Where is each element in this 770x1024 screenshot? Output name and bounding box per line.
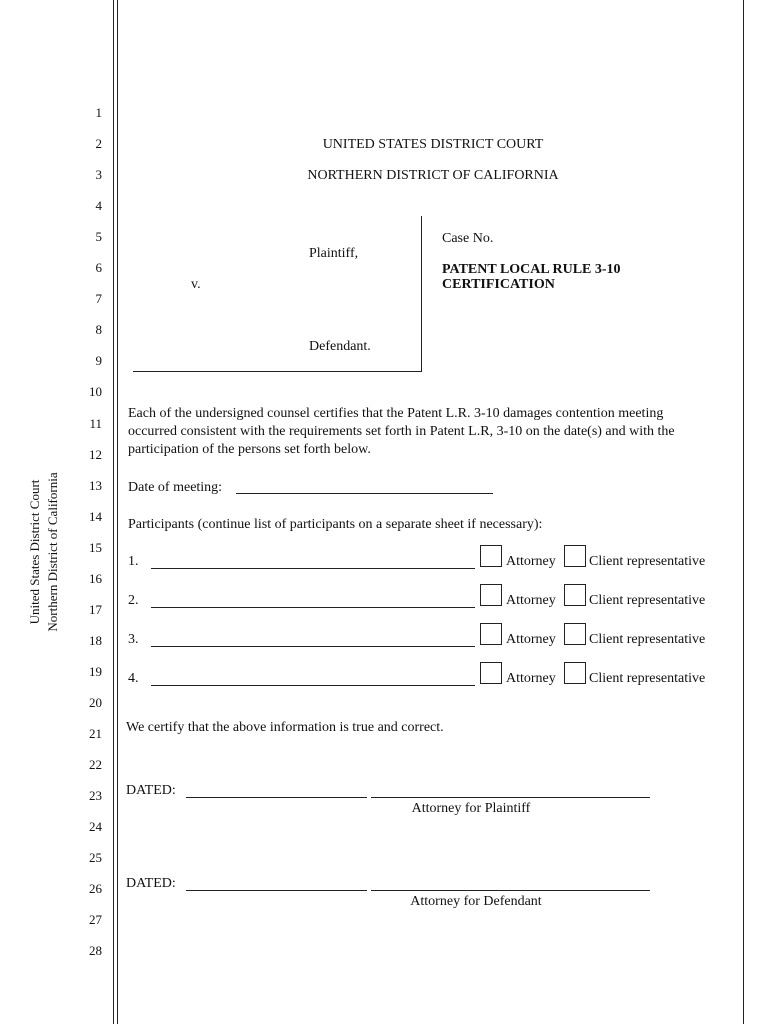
- participant-number: 2.: [128, 593, 139, 608]
- plaintiff-dated-label: DATED:: [126, 783, 176, 798]
- line-number: 1: [95, 105, 102, 120]
- attorney-checkbox-label: Attorney: [506, 671, 556, 686]
- attorney-checkbox[interactable]: [480, 662, 502, 684]
- line-number: 26: [89, 881, 102, 897]
- line-number: 5: [95, 229, 102, 245]
- participant-name-field[interactable]: [151, 646, 475, 647]
- line-number: 3: [95, 167, 102, 183]
- line-number: 23: [89, 788, 102, 804]
- defendant-label: Defendant.: [309, 339, 371, 354]
- versus-label: v.: [191, 277, 201, 292]
- line-number: 8: [95, 322, 102, 338]
- participant-number: 4.: [128, 671, 139, 686]
- certification-statement: We certify that the above information is true and correct.: [126, 720, 444, 735]
- left-margin-line-inner: [117, 0, 118, 1024]
- line-number: 15: [89, 539, 102, 555]
- intro-line-3: participation of the persons set forth below.: [128, 442, 371, 457]
- intro-line-2: occurred consistent with the requirements set forth in Patent L.R, 3-10 on the date(s) and with the: [128, 424, 675, 439]
- line-number: 13: [89, 477, 102, 493]
- defendant-attorney-label: Attorney for Defendant: [410, 894, 542, 909]
- client-representative-label: Client representative: [589, 554, 706, 569]
- client-representative-checkbox[interactable]: [564, 623, 586, 645]
- client-representative-checkbox[interactable]: [564, 584, 586, 606]
- line-number: 17: [89, 601, 102, 617]
- participant-number: 3.: [128, 632, 139, 647]
- plaintiff-label: Plaintiff,: [309, 246, 359, 261]
- intro-paragraph: [128, 405, 728, 459]
- line-number: 16: [89, 570, 102, 586]
- line-number: 18: [89, 632, 102, 648]
- line-number: 11: [89, 415, 102, 431]
- line-number: 9: [95, 353, 102, 369]
- defendant-date-field[interactable]: [186, 890, 367, 891]
- participant-name-field[interactable]: [151, 607, 475, 608]
- document-title-line-1: PATENT LOCAL RULE 3-10: [442, 262, 621, 277]
- client-representative-label: Client representative: [589, 671, 706, 686]
- attorney-checkbox[interactable]: [480, 545, 502, 567]
- intro-line-1: Each of the undersigned counsel certifies that the Patent L.R. 3-10 damages contention meeting: [128, 406, 664, 421]
- plaintiff-signature-field[interactable]: [371, 797, 650, 798]
- date-of-meeting-label: Date of meeting:: [128, 480, 223, 495]
- line-number: 10: [89, 384, 102, 400]
- district-name: NORTHERN DISTRICT OF CALIFORNIA: [307, 168, 559, 183]
- line-number: 7: [95, 291, 102, 307]
- court-name: UNITED STATES DISTRICT COURT: [322, 137, 544, 152]
- attorney-checkbox-label: Attorney: [506, 593, 556, 608]
- line-number: 4: [95, 198, 102, 214]
- defendant-signature-field[interactable]: [371, 890, 650, 891]
- sidebar-line-1: United States District Court: [27, 479, 42, 625]
- line-number: 19: [89, 663, 102, 679]
- line-number: 20: [89, 694, 102, 710]
- client-representative-checkbox[interactable]: [564, 545, 586, 567]
- defendant-dated-label: DATED:: [126, 876, 176, 891]
- attorney-checkbox-label: Attorney: [506, 632, 556, 647]
- line-number: 22: [89, 757, 102, 773]
- attorney-checkbox[interactable]: [480, 584, 502, 606]
- line-number: 28: [89, 943, 102, 959]
- line-number: 21: [89, 726, 102, 741]
- client-representative-label: Client representative: [589, 632, 706, 647]
- attorney-checkbox-label: Attorney: [506, 554, 556, 569]
- line-number: 14: [89, 508, 102, 524]
- left-margin-line-outer: [113, 0, 114, 1024]
- client-representative-checkbox[interactable]: [564, 662, 586, 684]
- document-title-line-2: CERTIFICATION: [442, 277, 555, 292]
- line-number: 12: [89, 446, 102, 462]
- line-number: 27: [89, 912, 102, 928]
- date-of-meeting-field[interactable]: [236, 493, 493, 494]
- plaintiff-attorney-label: Attorney for Plaintiff: [411, 801, 531, 816]
- caption-bottom-rule: [133, 371, 422, 372]
- caption-divider: [421, 216, 422, 372]
- plaintiff-date-field[interactable]: [186, 797, 367, 798]
- participants-label: Participants (continue list of participants on a separate sheet if necessary):: [128, 517, 543, 532]
- case-number-label: Case No.: [442, 231, 494, 246]
- line-number: 24: [89, 819, 102, 835]
- sidebar-line-2: Northern District of California: [45, 472, 60, 632]
- participant-number: 1.: [128, 554, 139, 569]
- line-number: 25: [89, 850, 102, 866]
- line-number: 2: [95, 136, 102, 152]
- right-margin-line: [743, 0, 744, 1024]
- participant-name-field[interactable]: [151, 685, 475, 686]
- attorney-checkbox[interactable]: [480, 623, 502, 645]
- client-representative-label: Client representative: [589, 593, 706, 608]
- line-number: 6: [95, 260, 102, 276]
- participant-name-field[interactable]: [151, 568, 475, 569]
